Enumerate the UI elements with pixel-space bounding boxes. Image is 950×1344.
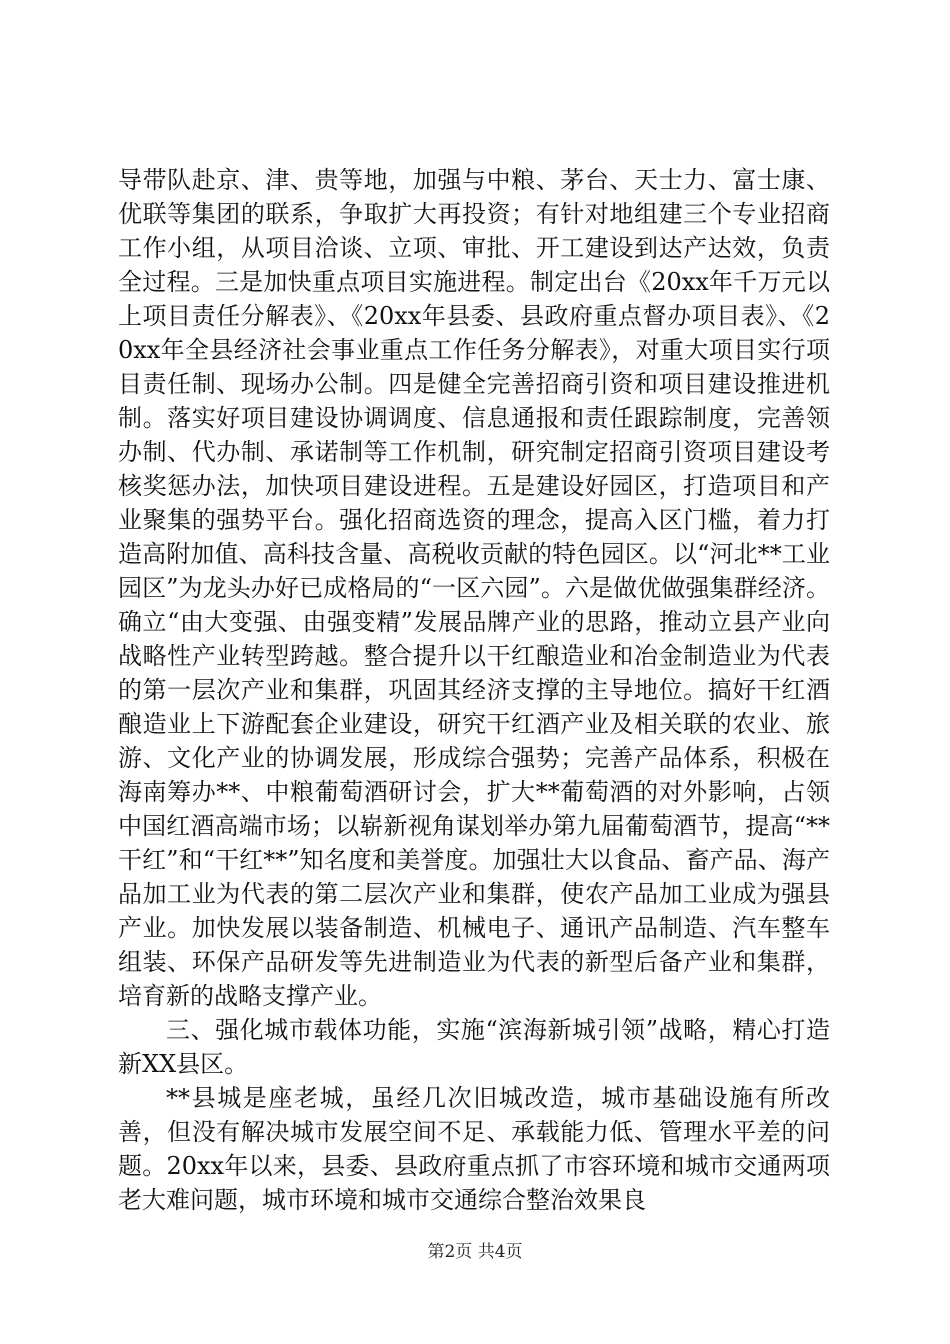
paragraph-3: **县城是座老城，虽经几次旧城改造，城市基础设施有所改善，但没有解决城市发展空间不足、承载能力低、管理水平差的问题。20xx年以来，县委、县政府重点抓了市容环境和城市交通两项老大难问题，城市环境和城市交通综合整治效果良 [118,1084,830,1214]
paragraph-2-heading: 三、强化城市载体功能，实施“滨海新城引领”战略，精心打造新XX县区。 [118,1016,830,1078]
page-number-footer: 第2页 共4页 [427,1242,523,1262]
document-body [118,163,830,1217]
paragraph-1: 导带队赴京、津、贵等地，加强与中粮、茅台、天士力、富士康、优联等集团的联系，争取扩大再投资；有针对地组建三个专业招商工作小组，从项目洽谈、立项、审批、开工建设到达产达效，负责全过程。三是加快重点项目实施进程。制定出台《20xx年千万元以上项目责任分解表》、《20xx年县委、县政府重点督办项目表》、《20xx年全县经济社会事业重点工作任务分解表》，对重大项目实行项目责任制、现场办公制。四是健全完善招商引资和项目建设推进机制。落实好项目建设协调调度、信息通报和责任跟踪制度，完善领办制、代办制、承诺制等工作机制，研究制定招商引资项目建设考核奖惩办法，加快项目建设进程。五是建设好园区，打造项目和产业聚集的强势平台。强化招商选资的理念，提高入区门槛，着力打造高附加值、高科技含量、高税收贡献的特色园区。以“河北**工业园区”为龙头办好已成格局的“一区六园”。六是做优做强集群经济。确立“由大变强、由强变精”发展品牌产业的思路，推动立县产业向战略性产业转型跨越。整合提升以干红酿造业和冶金制造业为代表的第一层次产业和集群，巩固其经济支撑的主导地位。搞好干红酒酿造业上下游配套企业建设，研究干红酒产业及相关联的农业、旅游、文化产业的协调发展，形成综合强势；完善产品体系，积极在海南筹办**、中粮葡萄酒研讨会，扩大**葡萄酒的对外影响，占领中国红酒高端市场；以崭新视角谋划举办第九届葡萄酒节，提高“**干红”和“干红**”知名度和美誉度。加强壮大以食品、畜产品、海产品加工业为代表的第二层次产业和集群，使农产品加工业成为强县产业。加快发展以装备制造、机械电子、通讯产品制造、汽车整车组装、环保产品研发等先进制造业为代表的新型后备产业和集群，培育新的战略支撑产业。 [118,166,830,1010]
